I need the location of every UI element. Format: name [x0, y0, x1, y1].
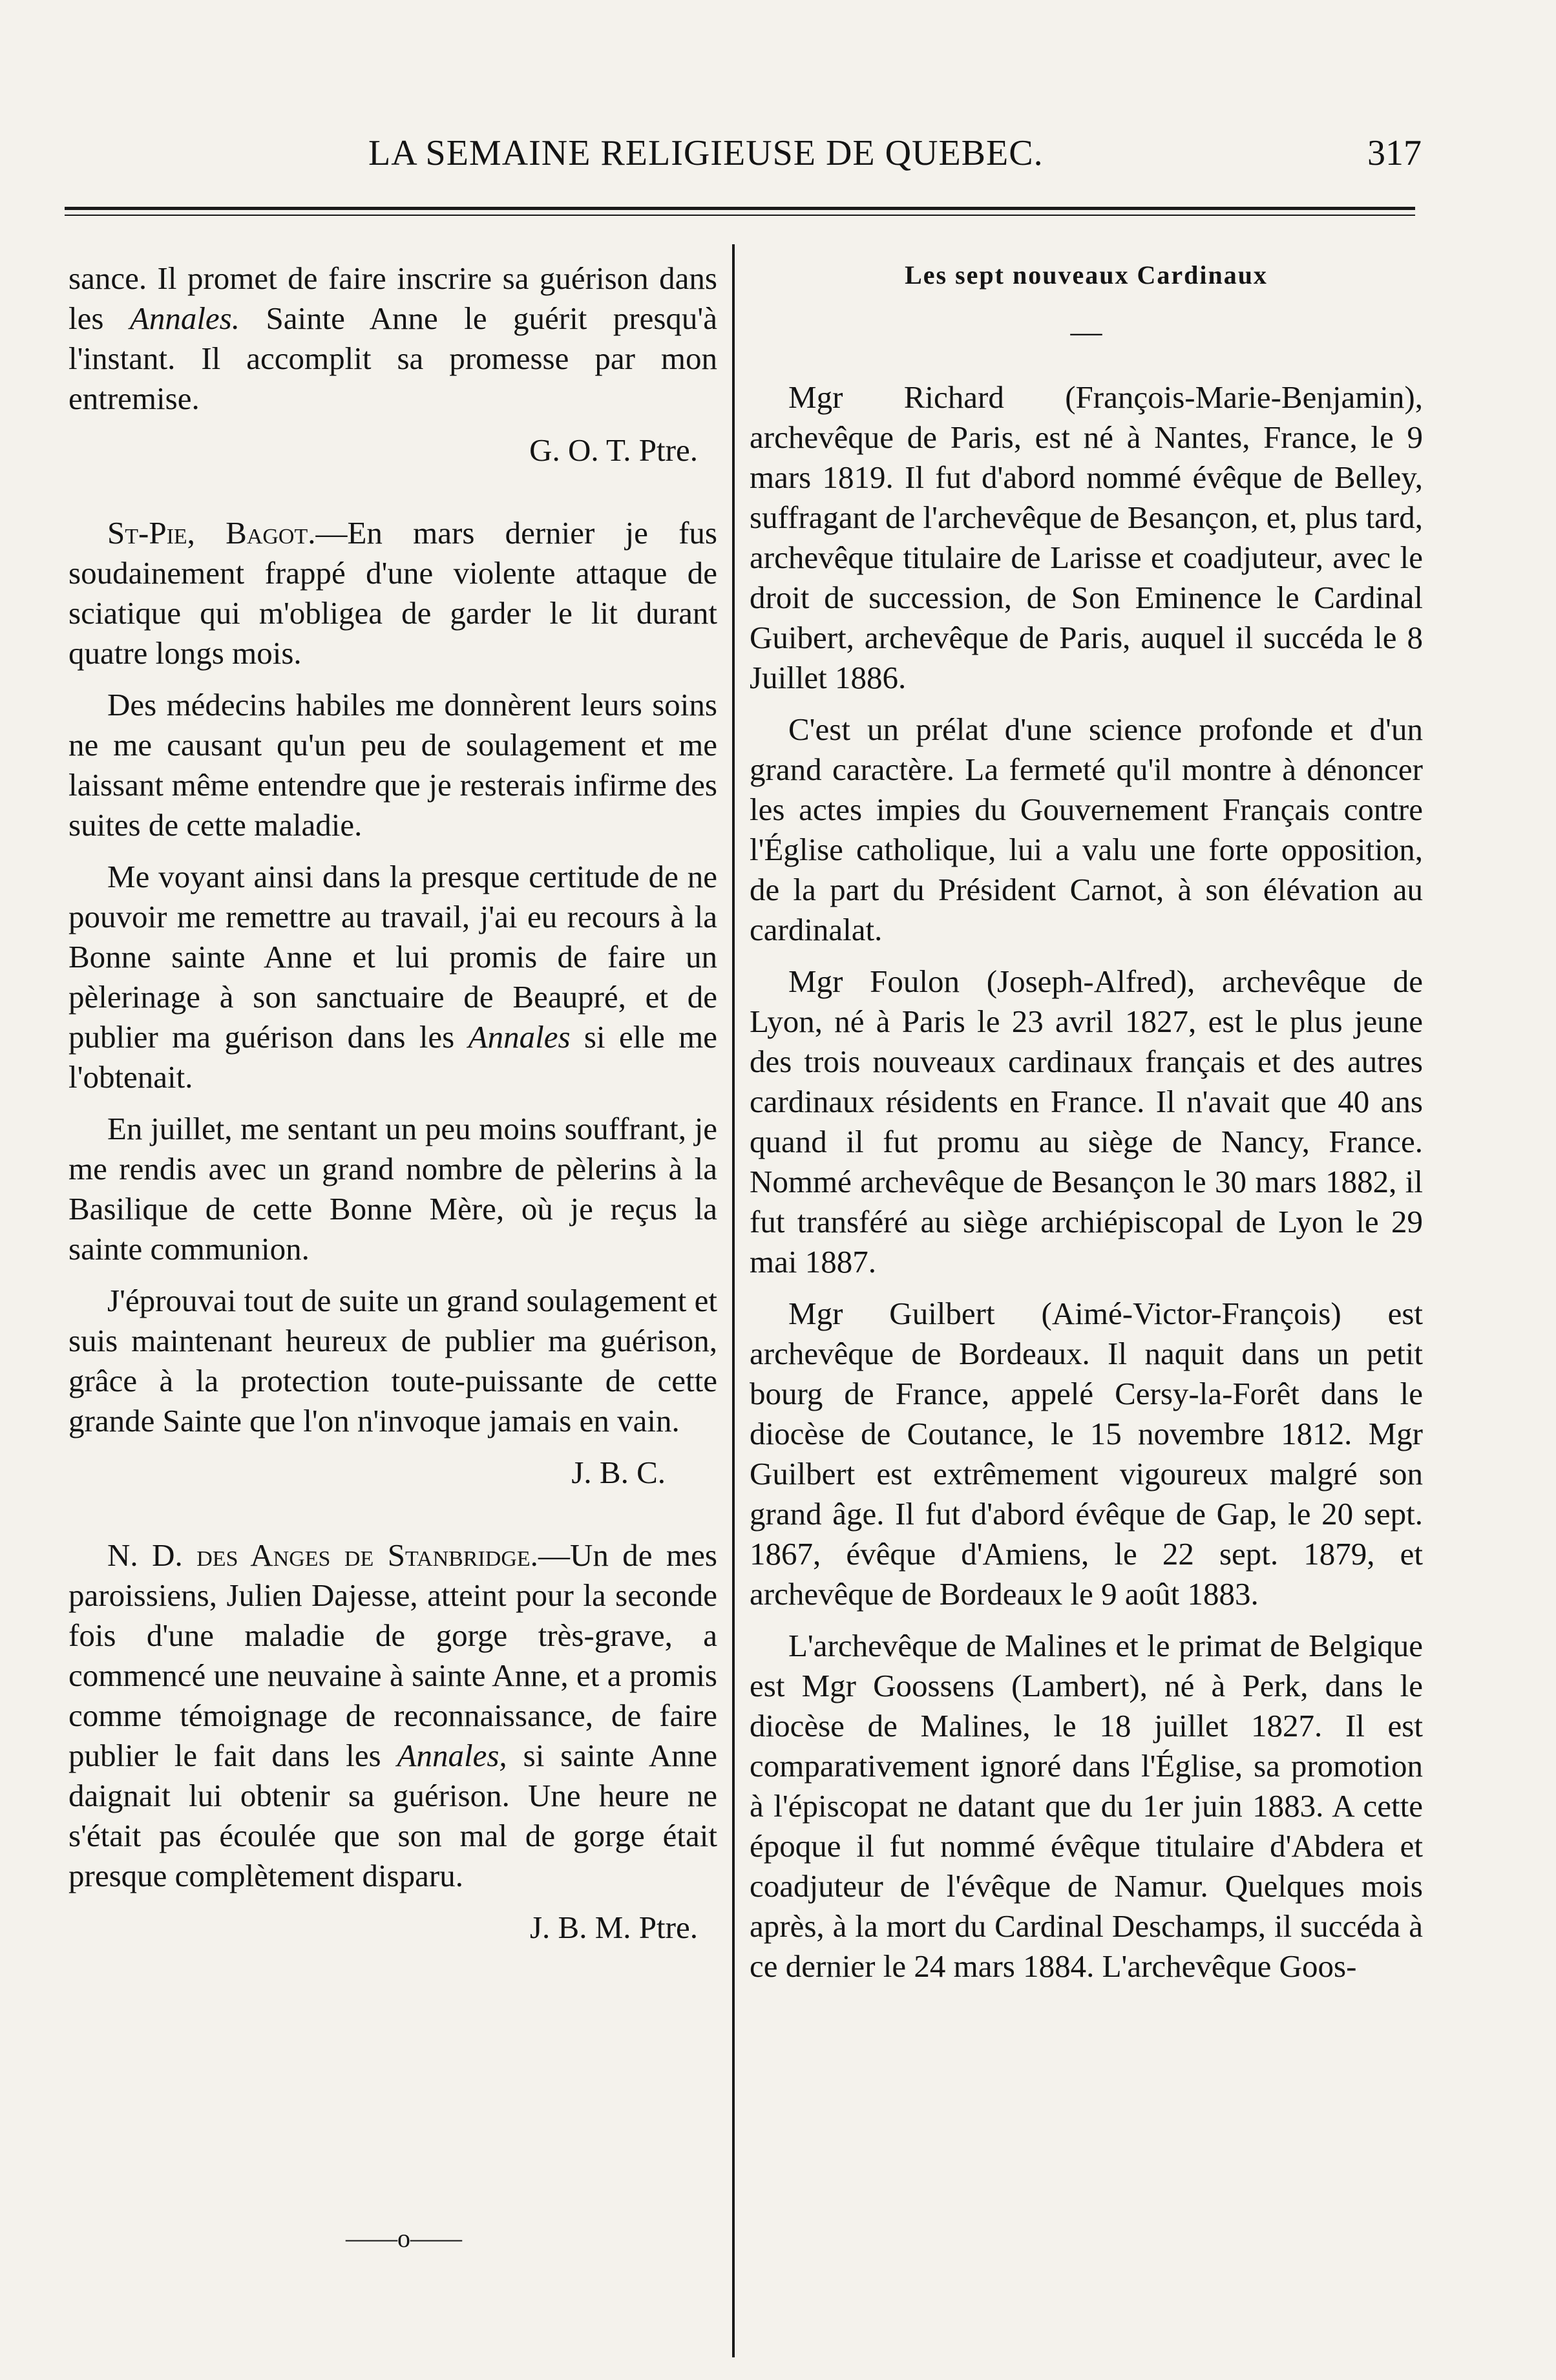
title-dash: —	[1070, 313, 1102, 349]
signature-got: G. O. T. Ptre.	[529, 432, 698, 468]
left-paragraph-1: sance. Il promet de faire inscrire sa guérison dans les Annales. Sainte Anne le guérit presqu'à l'instant. Il accomplit sa promesse par mon entremise.	[68, 260, 718, 416]
left-paragraph-5: En juillet, me sentant un peu moins souffrant, je me rendis avec un grand nombre de pèlerins à la Basilique de cette Bonne Mère, où je reçus la sainte communion.	[68, 1111, 717, 1267]
left-paragraph-3: Des médecins habiles me donnèrent leurs soins ne me causant qu'un peu de soulagement et me laissant même entendre que je resterais infirme des suites de cette maladie.	[68, 687, 717, 843]
article-title: Les sept nouveaux Cardinaux	[905, 260, 1268, 290]
right-paragraph-guilbert: Mgr Guilbert (Aimé-Victor-François) est archevêque de Bordeaux. Il naquit dans un petit bourg de France, appelé Cersy-la-Forêt dans le diocèse de Coutance, le 15 novembre 1812. Mgr Guilbert est extrêmement vigoureux malgré son grand âge. Il fut d'abord évêque de Gap, le 20 sept. 1867, évêque d'Amiens, le 22 sept. 1879, et archevêque de Bordeaux le 9 août 1883.	[750, 1296, 1423, 1612]
header-rule-thick	[65, 207, 1415, 210]
left-column	[68, 258, 717, 1990]
right-paragraph-prelat: C'est un prélat d'une science profonde et d'un grand caractère. La fermeté qu'il montre à dénoncer les actes impies du Gouvernement Français contre l'Église catholique, lui a valu une forte opposition, de la part du Président Carnot, à son élévation au cardinalat.	[750, 711, 1423, 947]
header-rule-thin	[65, 215, 1415, 216]
left-paragraph-6: J'éprouvai tout de suite un grand soulagement et suis maintenant heureux de publier ma guérison, grâce à la protection toute-puissante de cette grande Sainte que l'on n'invoque jamais en vain.	[68, 1283, 717, 1438]
left-paragraph-4: Me voyant ainsi dans la presque certitude de ne pouvoir me remettre au travail, j'ai eu recours à la Bonne sainte Anne et lui promis de faire un pèlerinage à son sanctuaire de Beaupré, et de publier ma guérison dans les Annales si elle me l'obtenait.	[68, 859, 717, 1095]
left-paragraph-st-pie: St-Pie, Bagot.—En mars dernier je fus soudainement frappé d'une violente attaque de sciatique qui m'obligea de garder le lit durant quatre longs mois.	[68, 515, 717, 671]
right-paragraph-foulon: Mgr Foulon (Joseph-Alfred), archevêque de Lyon, né à Paris le 23 avril 1827, est le plus jeune des trois nouveaux cardinaux français et des autres cardinaux résidents en France. Il n'avait que 40 ans quand il fut promu au siège de Nancy, France. Nommé archevêque de Besançon le 30 mars 1882, il fut transféré au siège archiépiscopal de Lyon le 29 mai 1887.	[750, 964, 1423, 1280]
running-title: LA SEMAINE RELIGIEUSE DE QUEBEC.	[368, 133, 1044, 173]
section-divider: ——o——	[346, 2224, 462, 2253]
left-paragraph-stanbridge: N. D. des Anges de Stanbridge.—Un de mes paroissiens, Julien Dajesse, atteint pour la seconde fois d'une maladie de gorge très-grave, a commencé une neuvaine à sainte Anne, et a promis comme témoignage de reconnaissance, de faire publier le fait dans les Annales, si sainte Anne daignait lui obtenir sa guérison. Une heure ne s'était pas écoulée que son mal de gorge était presque complètement disparu.	[68, 1537, 717, 1893]
column-divider	[732, 244, 735, 2357]
page-header	[65, 132, 1422, 191]
right-paragraph-goossens: L'archevêque de Malines et le primat de Belgique est Mgr Goossens (Lambert), né à Perk, dans le diocèse de Malines, le 18 juillet 1827. Il est comparativement ignoré dans l'Église, sa promotion à l'épiscopat ne datant que du 1er juin 1883. A cette époque il fut nommé évêque titulaire d'Abdera et coadjuteur de l'évêque de Namur. Quelques mois après, à la mort du Cardinal Deschamps, il succéda à ce dernier le 24 mars 1884. L'archevêque Goos-	[750, 1628, 1423, 1984]
right-paragraph-richard: Mgr Richard (François-Marie-Benjamin), archevêque de Paris, est né à Nantes, France, le 9 mars 1819. Il fut d'abord nommé évêque de Belley, suffragant de l'archevêque de Besançon, et, plus tard, archevêque titulaire de Larisse et coadjuteur, avec le droit de succession, de Son Eminence le Cardinal Guibert, archevêque de Paris, auquel il succéda le 8 Juillet 1886.	[750, 379, 1423, 695]
signature-jbm: J. B. M. Ptre.	[529, 1910, 698, 1945]
right-column	[750, 258, 1423, 1998]
signature-jbc: J. B. C.	[571, 1455, 666, 1490]
page-number: 317	[1367, 133, 1422, 173]
